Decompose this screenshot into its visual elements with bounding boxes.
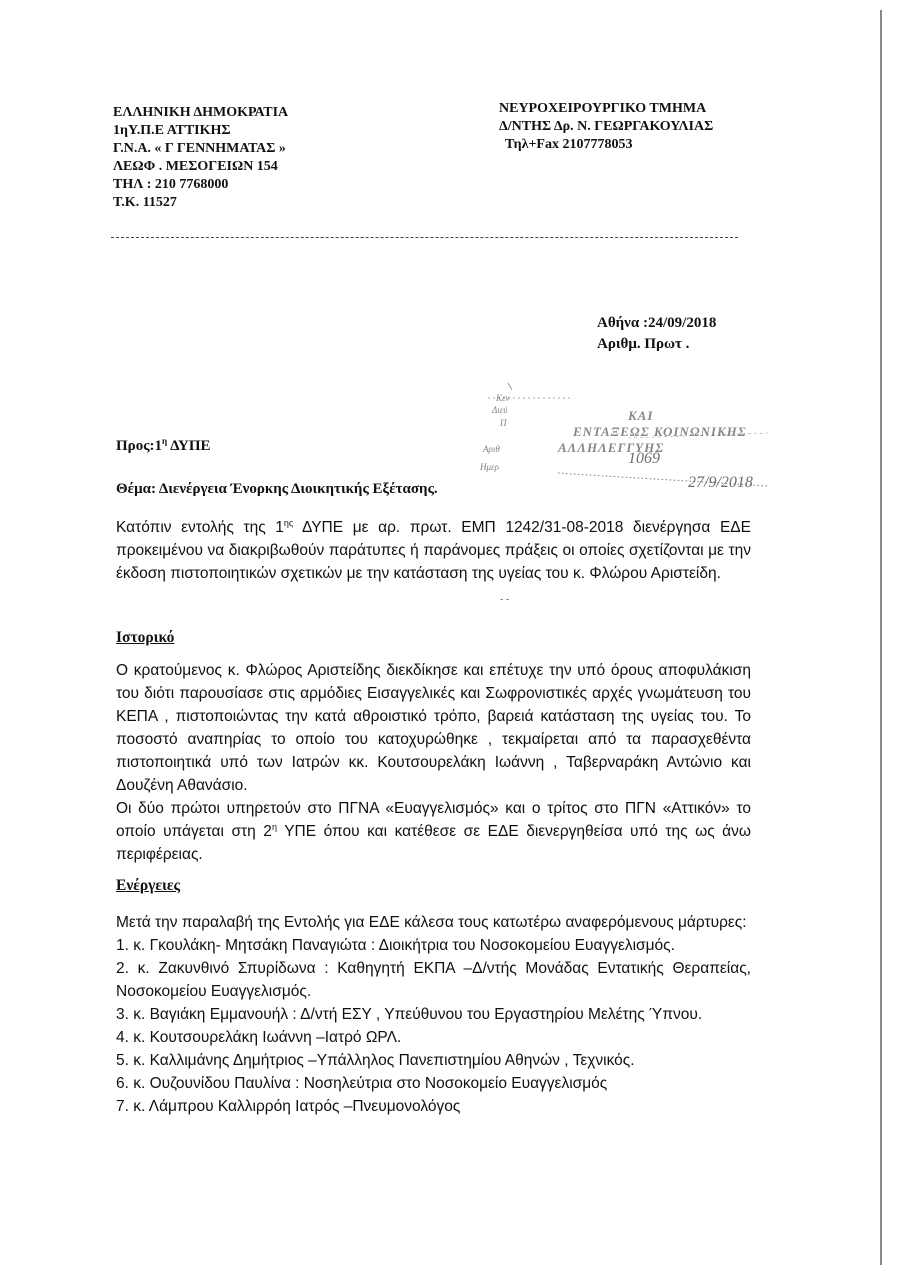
recipient-line [116,438,211,455]
actions-intro: Μετά την παραλαβή της Εντολής για ΕΔΕ κάλεσα τους κατωτέρω αναφερόμενους μάρτυρες: [116,914,747,931]
protocol-number: Αριθμ. Πρωτ . [597,336,690,352]
stamp-text: Διεύ [492,405,508,415]
history-section [116,659,751,866]
header-department-block [499,100,713,154]
intro-paragraph [116,516,751,585]
header-left-line: Γ.Ν.Α. « Γ ΓΕΝΝΗΜΑΤΑΣ » [113,141,286,156]
document-date: Αθήνα :24/09/2018 [597,315,717,331]
header-left-line: Τ.Κ. 11527 [113,195,177,210]
header-left-line: 1ηΥ.Π.Ε ΑΤΤΙΚΗΣ [113,123,231,138]
date-protocol-block [597,313,716,355]
list-item: 4. κ. Κουτσουρελάκη Ιωάννη –Ιατρό ΩΡΛ. [116,1029,402,1046]
list-item: 2. κ. Ζακυνθινό Σπυρίδωνα : Καθηγητή ΕΚΠΑ –Δ/ντής Μονάδας Εντατικής Θεραπείας, Νοσοκομείου Ευαγγελισμός. [116,960,751,1000]
actions-heading: Ενέργειες [116,877,181,894]
header-right-line: Τηλ+Fax 2107778053 [505,137,633,152]
header-sender-block [113,104,288,212]
registry-stamp [478,378,778,508]
list-item: 7. κ. Λάμπρου Καλλιρρόη Ιατρός –Πνευμονολόγος [116,1098,461,1115]
header-left-line: ΤΗΛ : 210 7768000 [113,177,229,192]
subject-line: Θέμα: Διενέργεια Ένορκης Διοικητικής Εξέτασης. [116,481,438,497]
intro-sup: ης [283,517,294,528]
scan-edge-line [880,10,882,1265]
recipient-sup: η [162,436,168,446]
stamp-text: Π [500,418,507,428]
history-paragraph [116,797,751,866]
stamp-number: 1069 [628,450,660,467]
recipient-name: ΔΥΠΕ [167,438,211,454]
history-sup: η [271,821,277,832]
stamp-text: ΚΑΙ [628,408,654,423]
list-item: 6. κ. Ουζουνίδου Παυλίνα : Νοσηλεύτρια στο Νοσοκομείο Ευαγγελισμός [116,1075,608,1092]
list-item: 3. κ. Βαγιάκη Εμμανουήλ : Δ/ντή ΕΣΥ , Υπεύθυνου του Εργαστηρίου Μελέτης Ύπνου. [116,1006,703,1023]
stamp-date: 27/9/2018 [688,474,753,491]
header-left-line: ΕΛΛΗΝΙΚΗ ΔΗΜΟΚΡΑΤΙΑ [113,105,289,120]
stamp-text: Αριθ [483,444,500,454]
history-paragraph: Ο κρατούμενος κ. Φλώρος Αριστείδης διεκδίκησε και επέτυχε την υπό όρους αποφυλάκιση του διότι παρουσίασε στις αρμόδιες Εισαγγελικές και Σωφρονιστικές αρχές γνωμάτευση του ΚΕΠΑ , πιστοποιώντας την κατά αθροιστικό τρόπο, βαρειά κατάσταση της υγείας του. Το ποσοστό αναπηρίας το οποίο του κατοχυρώθηκε , τεκμαίρεται από τα παρασχεθέντα πιστοποιητικά υπό των Ιατρών κκ. Κουτσουρελάκη Ιωάννη , Ταβερναράκη Αντώνιο και Δουζένη Αθανάσιο. [116,662,751,794]
stamp-text: ΕΝΤΑΞΕΩΣ ΚΟΙΝΩΝΙΚΗΣ [573,424,747,439]
actions-section [116,911,751,1118]
header-divider [111,237,738,238]
header-right-line: ΝΕΥΡΟΧΕΙΡΟΥΡΓΙΚΟ ΤΜΗΜΑ [499,101,707,116]
scan-mark: - - [500,594,510,605]
list-item: 5. κ. Καλλιμάνης Δημήτριος –Υπάλληλος Πανεπιστημίου Αθηνών , Τεχνικός. [116,1052,635,1069]
stamp-text: Ημερ [480,462,499,472]
history-text: Οι δύο πρώτοι υπηρετούν στο ΠΓΝΑ «Ευαγγελισμός» και ο τρίτος στο ΠΓΝ «Αττικόν» το οποίο υπάγεται στη 2 [116,800,751,840]
stamp-text: Κεν [496,393,510,403]
recipient-prefix: Προς:1 [116,438,163,454]
history-text: ΥΠΕ όπου και κατέθεσε σε ΕΔΕ διενεργηθείσα υπό της ως άνω περιφέρειας. [116,823,751,863]
intro-text: Κατόπιν εντολής της 1 [116,519,284,536]
header-left-line: ΛΕΩΦ . ΜΕΣΟΓΕΙΩΝ 154 [113,159,278,174]
witness-list [116,934,751,1118]
intro-text: ΔΥΠΕ με αρ. πρωτ. ΕΜΠ 1242/31-08-2018 διενέργησα ΕΔΕ προκειμένου να διακριβωθούν παράτυπες ή παράνομες πράξεις οι οποίες σχετίζονται με την έκδοση πιστοποιητικών σχετικών με την κατάσταση της υγείας του κ. Φλώρου Αριστείδη. [116,519,751,582]
header-right-line: Δ/ΝΤΗΣ Δρ. Ν. ΓΕΩΡΓΑΚΟΥΛΙΑΣ [499,119,714,134]
list-item: 1. κ. Γκουλάκη- Μητσάκη Παναγιώτα : Διοικήτρια του Νοσοκομείου Ευαγγελισμός. [116,937,675,954]
stamp-text: ΑΛΛΗΛΕΓΓΥΗΣ [558,440,665,455]
history-heading: Ιστορικό [116,629,175,646]
